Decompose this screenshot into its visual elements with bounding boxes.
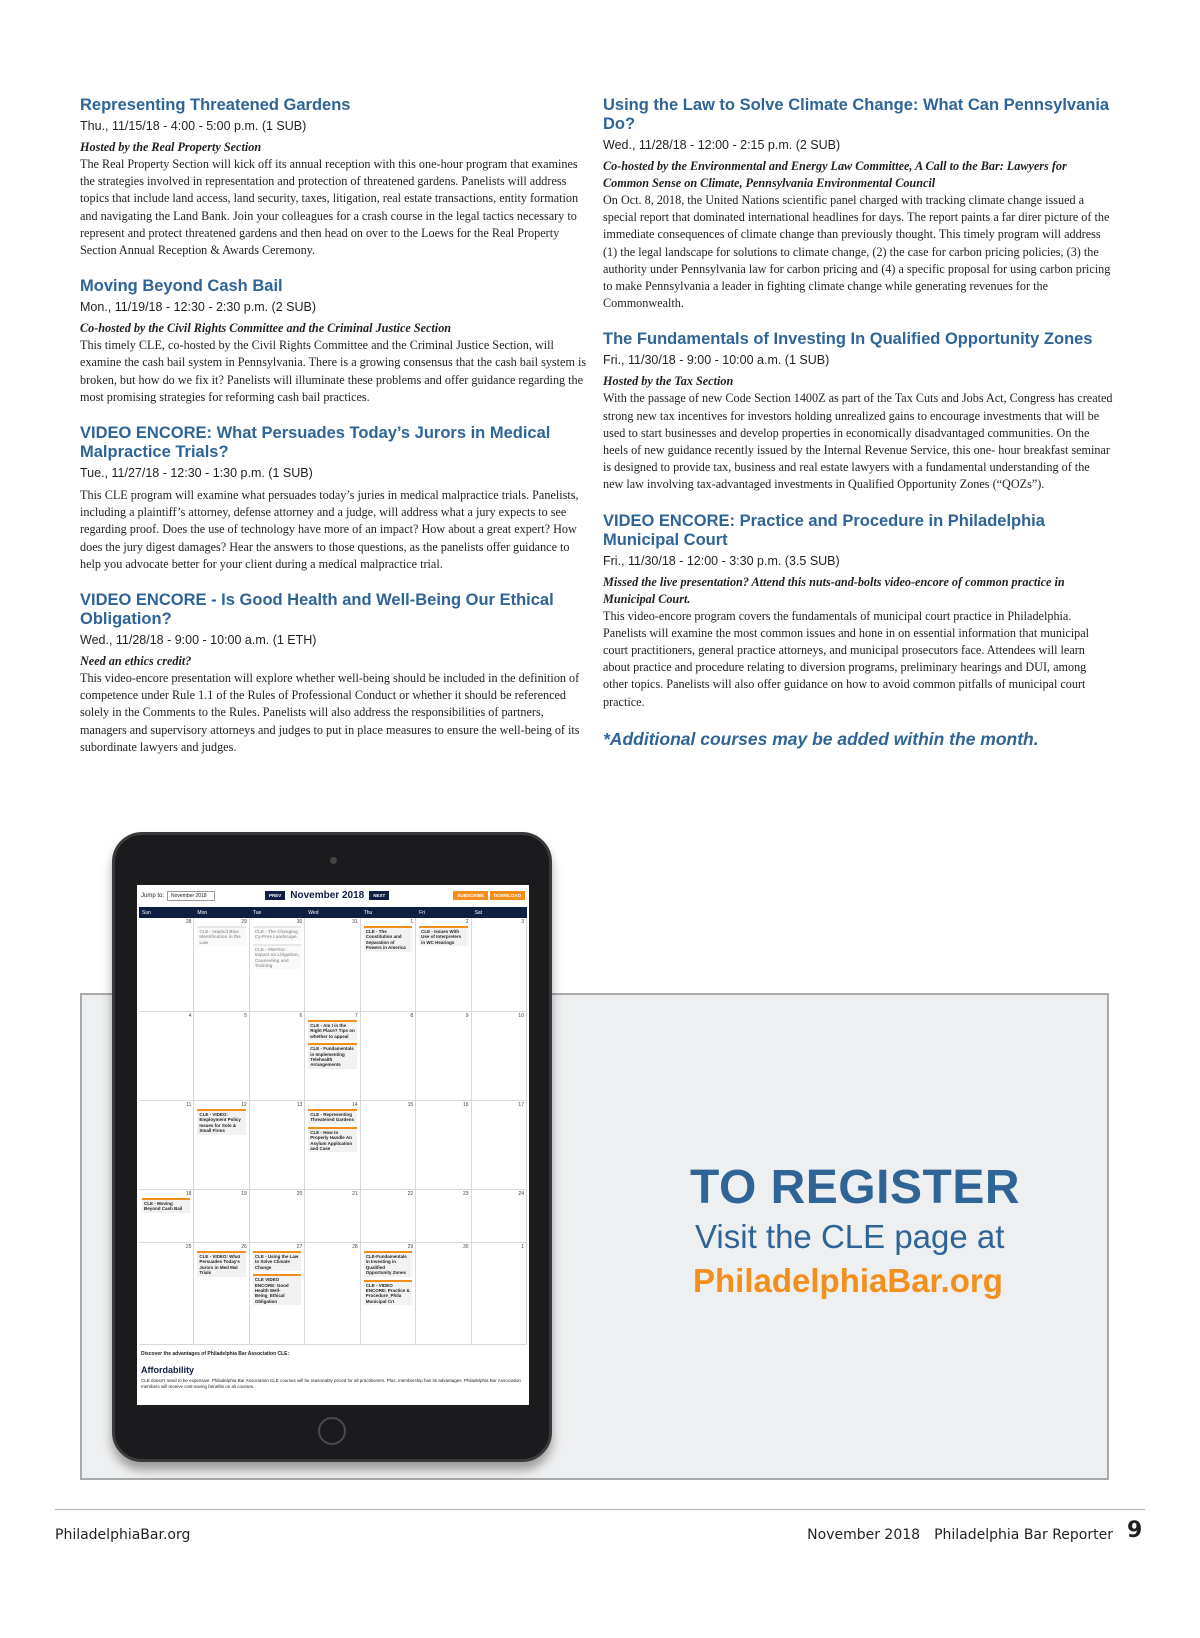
day-number: 28 — [185, 919, 192, 925]
calendar-event[interactable]: CLE - VIDEO ENCORE: Practice & Procedure_Phila Municipal Crt — [364, 1280, 412, 1306]
camera-icon — [330, 857, 337, 864]
calendar-day — [361, 1101, 416, 1190]
tablet-device — [112, 832, 552, 1462]
calendar-screenshot — [137, 885, 529, 1405]
calendar-event[interactable]: CLE - VIDEO: Employment Policy Issues for Solo & Small Firms — [197, 1109, 245, 1135]
day-number: 26 — [241, 1244, 247, 1250]
course-listing — [603, 330, 1113, 493]
calendar-week — [139, 1012, 527, 1101]
next-button[interactable]: NEXT — [369, 891, 389, 900]
calendar-day — [416, 1243, 471, 1345]
calendar-day — [416, 1012, 471, 1101]
course-listing — [603, 512, 1113, 711]
calendar-day — [139, 1101, 194, 1190]
right-column — [603, 96, 1113, 750]
course-host: Co-hosted by the Civil Rights Committee and the Criminal Justice Section — [80, 321, 452, 336]
calendar-month-title: November 2018 — [290, 890, 365, 901]
weekday-label: Sun — [142, 909, 151, 916]
course-description: This video-encore presentation will explore whether well-being should be included in the definition of competence under Rule 1.1 of the Rules of Professional Conduct or whether it should be referenced solely in the Comments to the Rules. Panelists will also address the responsibilities of partners, managers and supervisory attorneys and judges to put in place measures to ensure the well-being of its subordinate lawyers and judges. — [80, 671, 580, 754]
calendar-event[interactable]: CLE - The Constitution and Separation of Powers in America — [364, 926, 412, 952]
calendar-day — [361, 1012, 416, 1101]
calendar-day — [361, 918, 416, 1012]
calendar-day — [361, 1243, 416, 1345]
calendar-day — [194, 1190, 249, 1243]
day-number: 10 — [518, 1013, 524, 1019]
calendar-week — [139, 1243, 527, 1345]
course-listing — [80, 277, 588, 406]
calendar-day — [305, 1012, 360, 1101]
calendar-footer-title: Affordability — [141, 1365, 194, 1375]
additional-courses-note: *Additional courses may be added within the month. — [603, 728, 1039, 749]
day-number: 12 — [241, 1102, 247, 1108]
day-number: 25 — [185, 1244, 192, 1250]
course-description: This video-encore program covers the fundamentals of municipal court practice in Philadelphia. Panelists will examine the most common issues and hone in on essential information that municipal court practitioners, general practice attorneys, and municipal prosecutors face. Attendees will learn about practice and procedure relating to diversion programs, preliminary hearings and DUI, among other topics. Panelists will also offer guidance on how to avoid common pitfalls of municipal court practice. — [603, 608, 1090, 709]
calendar-day — [250, 1243, 305, 1345]
day-number: 19 — [241, 1191, 247, 1197]
home-button-icon — [318, 1417, 346, 1445]
calendar-day — [139, 918, 194, 1012]
register-instruction: Visit the CLE page at — [695, 1218, 1005, 1255]
day-number: 27 — [296, 1244, 303, 1250]
calendar-grid — [137, 918, 529, 1345]
weekday-label: Thu — [363, 909, 373, 916]
calendar-event[interactable]: CLE - Implicit Bias Identification in the Law — [197, 926, 245, 946]
day-number: 11 — [186, 1102, 192, 1108]
footer-issue — [793, 1527, 1113, 1543]
calendar-day — [139, 1243, 194, 1345]
calendar-event[interactable]: CLE VIDEO ENCORE: Good Health Well-Being_Ethical Obligation — [253, 1274, 301, 1305]
calendar-day — [194, 1101, 249, 1190]
weekday-label: Tue — [252, 909, 262, 916]
day-number: 20 — [296, 1191, 303, 1197]
month-select[interactable]: November 2018 — [167, 891, 215, 901]
day-number: 7 — [354, 1013, 358, 1019]
footer-publication: Philadelphia Bar Reporter — [934, 1527, 1113, 1543]
calendar-footer — [137, 1345, 529, 1396]
calendar-day — [472, 1190, 527, 1243]
course-description: With the passage of new Code Section 1400Z as part of the Tax Cuts and Jobs Act, Congress has created strong new tax incentives for investors holding unrealized gains to encourage investments that will be used to start businesses and develop properties in economically disadvantaged communities. On the heels of new guidance recently issued by the Internal Revenue Service, this one- hour breakfast seminar is designed to provide tax, business and real estate lawyers with a fundamental understanding of the new law involving tax-advantaged investments in Qualified Opportunity Zones (“QOZs”). — [603, 391, 1113, 492]
course-host: Hosted by the Tax Section — [603, 374, 734, 389]
calendar-week — [139, 918, 527, 1012]
calendar-day — [305, 1190, 360, 1243]
weekday-label: Sat — [474, 909, 483, 916]
calendar-event[interactable]: CLE - Moving Beyond Cash Bail — [142, 1198, 190, 1213]
course-title: The Fundamentals of Investing In Qualified Opportunity Zones — [603, 330, 1093, 349]
course-listing — [80, 424, 588, 573]
day-number: 22 — [407, 1191, 414, 1197]
calendar-day — [361, 1190, 416, 1243]
course-date: Fri., 11/30/18 - 9:00 - 10:00 a.m. (1 SUB) — [603, 353, 830, 368]
calendar-day — [139, 1012, 194, 1101]
calendar-day — [139, 1190, 194, 1243]
day-number: 21 — [352, 1191, 358, 1197]
calendar-week — [139, 1190, 527, 1243]
calendar-event[interactable]: CLE - Am I in the Right Place? Tips on whether to appeal — [308, 1020, 356, 1040]
subscribe-button[interactable]: SUBSCRIBE — [453, 891, 488, 900]
calendar-actions — [453, 891, 525, 900]
course-listing — [80, 591, 588, 756]
day-number: 30 — [463, 1244, 469, 1250]
course-host: Missed the live presentation? Attend this nuts-and-bolts video-encore of common practice in Municipal Court. — [603, 574, 1065, 606]
course-title: VIDEO ENCORE - Is Good Health and Well-Being Our Ethical Obligation? — [80, 591, 554, 629]
footer-site: PhiladelphiaBar.org — [55, 1527, 191, 1543]
calendar-nav — [265, 890, 389, 901]
calendar-event[interactable]: CLE - The Changing Cy-Pres Landscape — [253, 926, 301, 941]
day-number: 23 — [463, 1191, 469, 1197]
day-number: 15 — [407, 1102, 414, 1108]
day-number: 17 — [518, 1102, 524, 1108]
calendar-day — [416, 1101, 471, 1190]
calendar-day — [194, 1243, 249, 1345]
course-host: Hosted by the Real Property Section — [80, 140, 262, 154]
calendar-day — [472, 918, 527, 1012]
calendar-day — [194, 918, 249, 1012]
calendar-day — [305, 1243, 360, 1345]
footer-issue-date: November 2018 — [807, 1527, 921, 1543]
day-number: 28 — [352, 1244, 358, 1250]
course-date: Tue., 11/27/18 - 12:30 - 1:30 p.m. (1 SUB) — [80, 466, 313, 481]
course-title: VIDEO ENCORE: Practice and Procedure in Philadelphia Municipal Court — [603, 511, 1045, 549]
calendar-event[interactable]: CLE - How to Properly Handle An Asylum Application and Case — [308, 1127, 356, 1153]
course-description: On Oct. 8, 2018, the United Nations scientific panel charged with tracking climate change issued a special report that dominated international headlines for days. The report paints a far direr picture of the immediate consequences of climate change than previously thought. This timely program will address (1) the legal landscape for solutions to climate change, (2) the case for carbon pricing policies, (3) the authority under Pennsylvania law for carbon pricing and (4) a specific proposal for using carbon pricing to make Pennsylvania a leader in fighting climate change while generating revenues for the Commonwealth. — [603, 193, 1111, 311]
course-date: Wed., 11/28/18 - 9:00 - 10:00 a.m. (1 ETH) — [80, 633, 317, 648]
calendar-event[interactable]: CLE - Representing Threatened Gardens — [308, 1109, 356, 1124]
day-number: 6 — [299, 1013, 303, 1019]
calendar-event[interactable]: CLE - VIDEO: What Persuades Today's Jurors in Med Mal Trials — [197, 1251, 245, 1277]
calendar-day — [416, 918, 471, 1012]
page-number: 9 — [1127, 1518, 1143, 1543]
course-listing — [603, 96, 1113, 312]
calendar-footer-intro: Discover the advantages of Philadelphia Bar Association CLE: — [141, 1351, 290, 1357]
day-number: 2 — [465, 919, 469, 925]
course-description: The Real Property Section will kick off its annual reception with this one-hour program that examines the strategies involved in representation and protection of threatened gardens. Panelists will address topics that include land access, land security, taxes, litigation, real estate transactions, entity formation and navigating the Land Bank. Join your colleagues for a crash course in the legal tactics necessary to represent and protect threatened gardens and then head on over to the Loews for the Real Property Section Annual Reception & Awards Ceremony. — [80, 157, 579, 258]
prev-button[interactable]: PREV — [265, 891, 285, 900]
course-host: Need an ethics credit? — [80, 654, 192, 669]
calendar-day — [250, 1190, 305, 1243]
day-number: 1 — [521, 1244, 524, 1250]
course-date: Thu., 11/15/18 - 4:00 - 5:00 p.m. (1 SUB) — [80, 119, 307, 133]
day-number: 8 — [410, 1013, 414, 1019]
course-title: Moving Beyond Cash Bail — [80, 277, 283, 296]
register-heading: TO REGISTER — [690, 1161, 1020, 1214]
day-number: 9 — [465, 1013, 469, 1019]
calendar-day — [472, 1101, 527, 1190]
jump-label: Jump to: — [141, 893, 165, 899]
download-button[interactable]: DOWNLOAD — [490, 891, 525, 900]
day-number: 16 — [463, 1102, 469, 1108]
day-number: 31 — [352, 919, 358, 925]
course-title: Representing Threatened Gardens — [80, 96, 351, 114]
day-number: 1 — [410, 919, 414, 925]
course-host: Co-hosted by the Environmental and Energy Law Committee, A Call to the Bar: Lawyers for Common Sense on Climate, Pennsylvania Environmental Council — [603, 159, 1067, 190]
calendar-week — [139, 1101, 527, 1190]
course-listing — [80, 96, 588, 259]
calendar-day — [305, 918, 360, 1012]
course-date: Wed., 11/28/18 - 12:00 - 2:15 p.m. (2 SUB) — [603, 138, 841, 152]
day-number: 14 — [352, 1102, 358, 1108]
weekday-header — [139, 907, 527, 918]
calendar-day — [250, 1012, 305, 1101]
calendar-event[interactable]: CLE - Using the Law to Solve Climate Change — [253, 1251, 301, 1271]
register-link[interactable]: PhiladelphiaBar.org — [693, 1262, 1003, 1299]
day-number: 13 — [296, 1102, 303, 1108]
calendar-day — [250, 918, 305, 1012]
left-column — [80, 96, 588, 774]
calendar-day — [194, 1012, 249, 1101]
day-number: 29 — [241, 919, 247, 925]
calendar-event[interactable]: CLE - Fundamentals in Implementing Telehealth Arrangements — [308, 1043, 356, 1069]
day-number: 29 — [407, 1244, 414, 1250]
day-number: 5 — [244, 1013, 247, 1019]
day-number: 3 — [521, 919, 524, 925]
calendar-footer-text: CLE doesn't need to be expensive. Philadelphia Bar Association CLE courses will be reasonably priced for all practitioners. Plus, membership has its advantages. Philadelphia Bar Association members will receive cost-saving benefits on all courses. — [141, 1378, 521, 1389]
course-title: Using the Law to Solve Climate Change: What Can Pennsylvania Do? — [603, 96, 1110, 133]
calendar-day — [472, 1012, 527, 1101]
weekday-label: Wed — [308, 909, 319, 916]
calendar-day — [416, 1190, 471, 1243]
calendar-event[interactable]: CLE - Issues With Use of Interpreters in WC Hearings — [419, 926, 467, 946]
day-number: 4 — [188, 1013, 192, 1019]
course-date: Mon., 11/19/18 - 12:30 - 2:30 p.m. (2 SUB) — [80, 300, 316, 315]
weekday-label: Mon — [197, 909, 208, 916]
weekday-label: Fri — [419, 909, 425, 916]
calendar-event[interactable]: CLE - #MeToo: Impact on Litigation, Counseling and Training — [253, 944, 301, 970]
day-number: 18 — [185, 1191, 192, 1197]
course-date: Fri., 11/30/18 - 12:00 - 3:30 p.m. (3.5 SUB) — [603, 553, 840, 568]
calendar-day — [305, 1101, 360, 1190]
course-description: This timely CLE, co-hosted by the Civil Rights Committee and the Criminal Justice Section, will examine the cash bail system in Pennsylvania. There is a growing consensus that the cash bail system is broken, but how do we fix it? Panelists will illuminate these problems and offer guidance regarding the most promising strategies for reforming cash bail practices. — [80, 338, 587, 404]
course-title: VIDEO ENCORE: What Persuades Today’s Jurors in Medical Malpractice Trials? — [80, 424, 551, 462]
calendar-day — [472, 1243, 527, 1345]
calendar-day — [250, 1101, 305, 1190]
footer-divider — [55, 1509, 1145, 1510]
calendar-event[interactable]: CLE-Fundamentals in Investing in Qualified Opportunity Zones — [364, 1251, 412, 1277]
day-number: 24 — [518, 1191, 524, 1197]
day-number: 30 — [296, 919, 303, 925]
course-description: This CLE program will examine what persuades today’s juries in medical malpractice trials. Panelists, including a plaintiff’s attorney, defense attorney and a judge, will address what a jury expects to see regarding proof. Does the use of technology have more of an impact? How about a great expert? How does the jury digest damages? Hear the answers to those questions, as the panelists offer guidance to help you advocate better for your client during a medical malpractice trial. — [80, 488, 579, 571]
